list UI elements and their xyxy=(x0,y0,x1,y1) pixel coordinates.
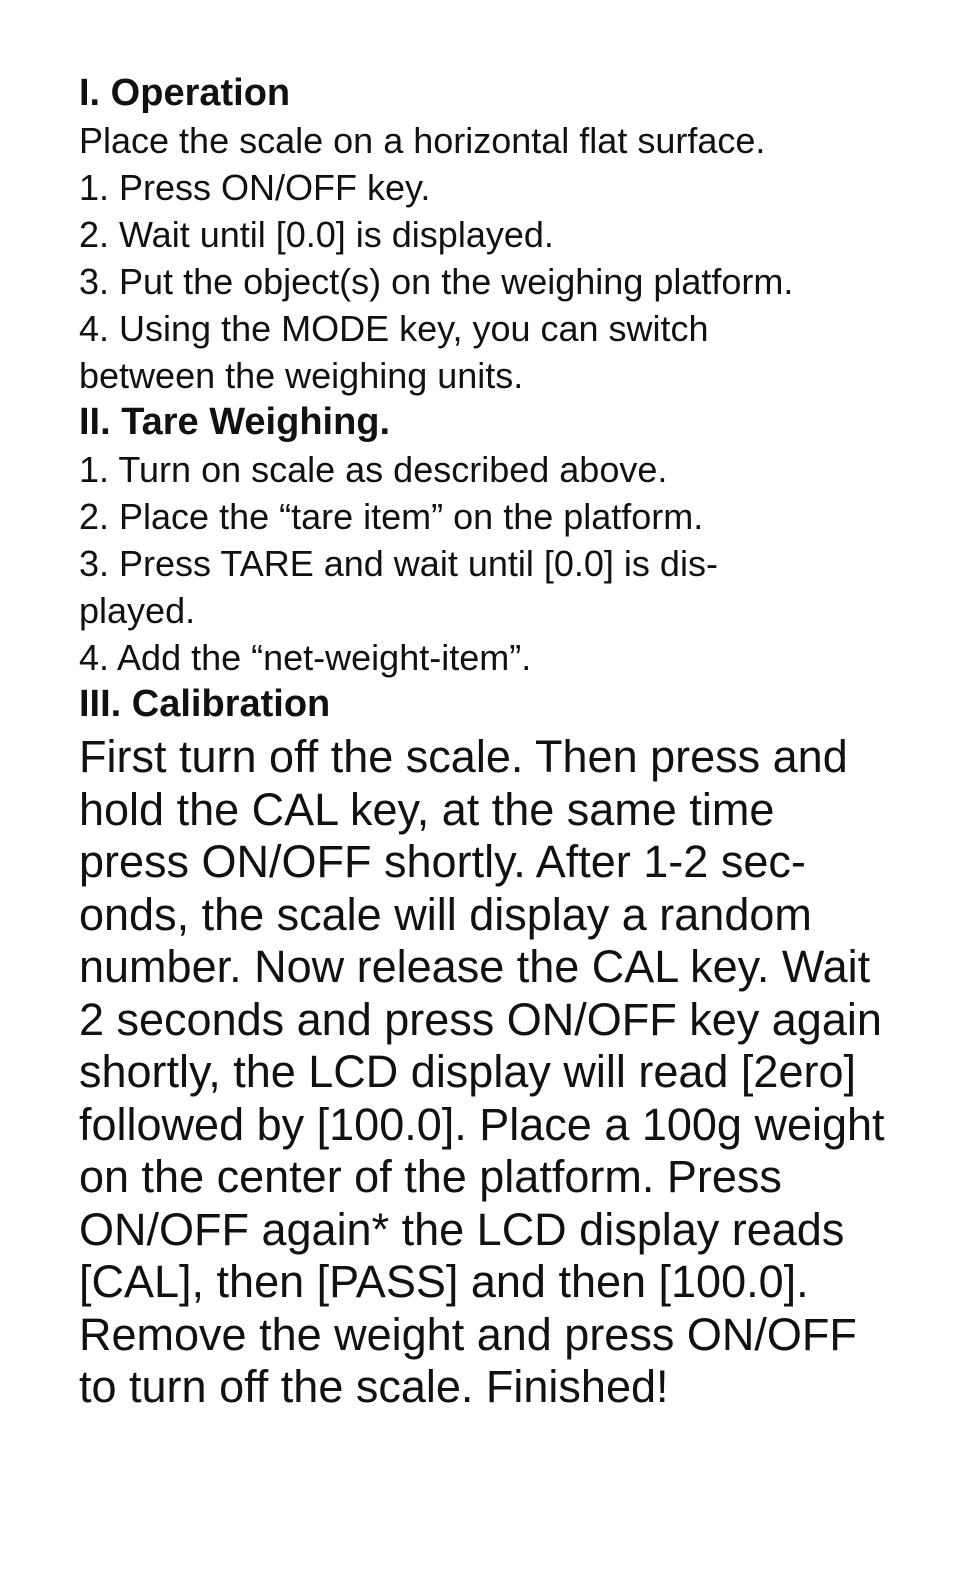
manual-page xyxy=(79,70,939,1414)
section-tare-weighing xyxy=(79,399,939,681)
instruction-line: 2. Wait until [0.0] is displayed. xyxy=(79,214,554,255)
section-calibration xyxy=(79,681,939,1414)
instruction-line: 1. Turn on scale as described above. xyxy=(79,449,668,490)
section-operation xyxy=(79,70,939,399)
calibration-line: ON/OFF again* the LCD display reads xyxy=(79,1203,845,1255)
section-heading-tare: II. Tare Weighing. xyxy=(79,401,391,443)
section-heading-operation: I. Operation xyxy=(79,72,291,114)
calibration-line: shortly, the LCD display will read [2ero] xyxy=(79,1046,856,1097)
instruction-line: 3. Press TARE and wait until [0.0] is dis- xyxy=(79,543,718,584)
calibration-line: on the center of the platform. Press xyxy=(79,1151,782,1202)
instruction-line: played. xyxy=(79,590,196,631)
calibration-line: onds, the scale will display a random xyxy=(79,888,812,940)
section-heading-calibration: III. Calibration xyxy=(79,683,331,725)
instruction-line: 4. Add the “net-weight-item”. xyxy=(79,637,532,678)
calibration-line: 2 seconds and press ON/OFF key again xyxy=(79,993,882,1045)
instruction-line: Place the scale on a horizontal flat surface. xyxy=(79,120,766,161)
calibration-line: Remove the weight and press ON/OFF xyxy=(79,1308,857,1360)
calibration-line: [CAL], then [PASS] and then [100.0]. xyxy=(79,1256,809,1307)
calibration-line: number. Now release the CAL key. Wait xyxy=(79,941,871,992)
instruction-line: 4. Using the MODE key, you can switch xyxy=(79,308,709,349)
instruction-line: 2. Place the “tare item” on the platform. xyxy=(79,496,704,537)
calibration-line: First turn off the scale. Then press and xyxy=(79,731,848,782)
instruction-line: between the weighing units. xyxy=(79,355,524,396)
instruction-line: 3. Put the object(s) on the weighing platform. xyxy=(79,261,794,302)
calibration-line: hold the CAL key, at the same time xyxy=(79,783,775,835)
calibration-line: press ON/OFF shortly. After 1-2 sec- xyxy=(79,836,806,887)
instruction-line: 1. Press ON/OFF key. xyxy=(79,167,431,208)
calibration-line: to turn off the scale. Finished! xyxy=(79,1361,669,1412)
calibration-line: followed by [100.0]. Place a 100g weight xyxy=(79,1098,885,1150)
